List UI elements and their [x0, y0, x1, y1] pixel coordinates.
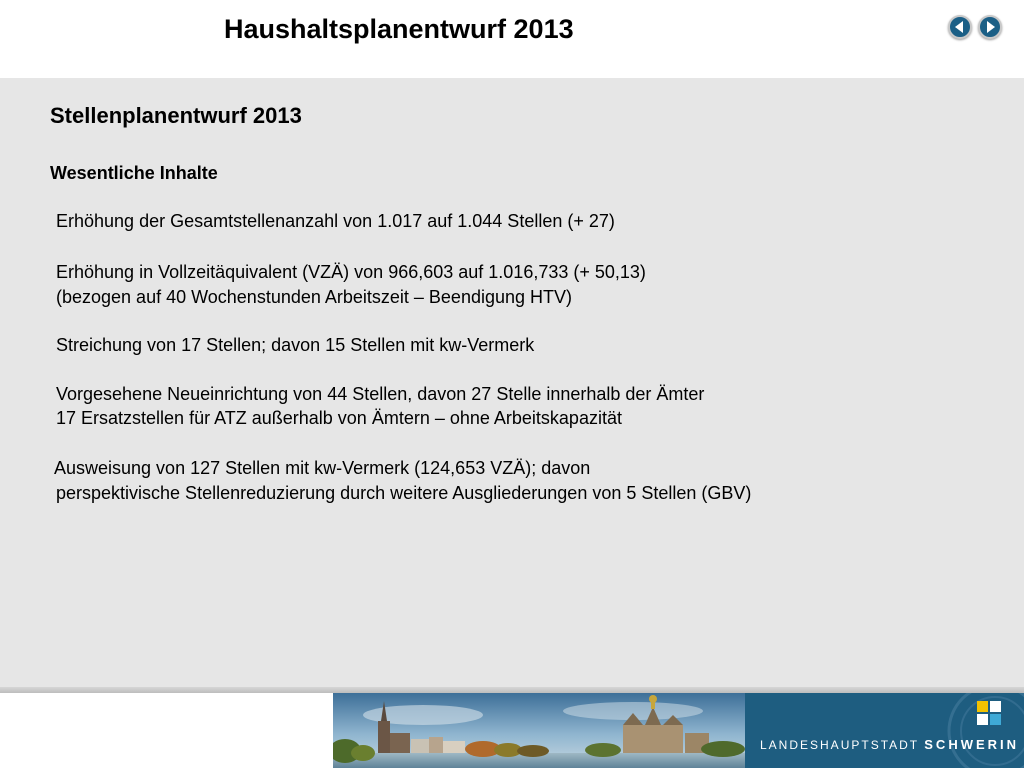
- content-line: Vorgesehene Neueinrichtung von 44 Stellen, davon 27 Stelle innerhalb der Ämter: [56, 384, 705, 404]
- brand-prefix: LANDESHAUPTSTADT: [760, 738, 919, 752]
- chevron-left-icon: [950, 17, 970, 37]
- chevron-right-icon: [980, 17, 1000, 37]
- content-line: (bezogen auf 40 Wochenstunden Arbeitszeit – Beendigung HTV): [56, 287, 573, 307]
- schwerin-skyline-image: [333, 693, 745, 768]
- footer-blank: [0, 693, 333, 768]
- slide-subtitle: Stellenplanentwurf 2013: [50, 103, 302, 128]
- content-line: Erhöhung der Gesamtstellenanzahl von 1.017 auf 1.044 Stellen (+ 27): [56, 211, 615, 231]
- previous-button[interactable]: [948, 15, 972, 39]
- content-line: perspektivische Stellenreduzierung durch weitere Ausgliederungen von 5 Stellen (GBV): [56, 483, 752, 503]
- slide-navigation: [948, 15, 1002, 39]
- header: [0, 0, 1024, 78]
- section-heading: Wesentliche Inhalte: [50, 163, 218, 183]
- footer-city-photo: [333, 693, 745, 768]
- page-title: Haushaltsplanentwurf 2013: [224, 14, 574, 44]
- content-line: Streichung von 17 Stellen; davon 15 Stellen mit kw-Vermerk: [56, 335, 535, 355]
- next-button[interactable]: [978, 15, 1002, 39]
- city-brand-label: [760, 737, 1019, 752]
- content-line: 17 Ersatzstellen für ATZ außerhalb von Ämtern – ohne Arbeitskapazität: [56, 408, 622, 428]
- content-line: Erhöhung in Vollzeitäquivalent (VZÄ) von 966,603 auf 1.016,733 (+ 50,13): [56, 262, 646, 282]
- footer-brand: [745, 693, 1024, 768]
- schwerin-logo-icon: [977, 701, 1003, 727]
- brand-name: SCHWERIN: [924, 737, 1020, 752]
- content-line: Ausweisung von 127 Stellen mit kw-Vermerk (124,653 VZÄ); davon: [54, 458, 591, 478]
